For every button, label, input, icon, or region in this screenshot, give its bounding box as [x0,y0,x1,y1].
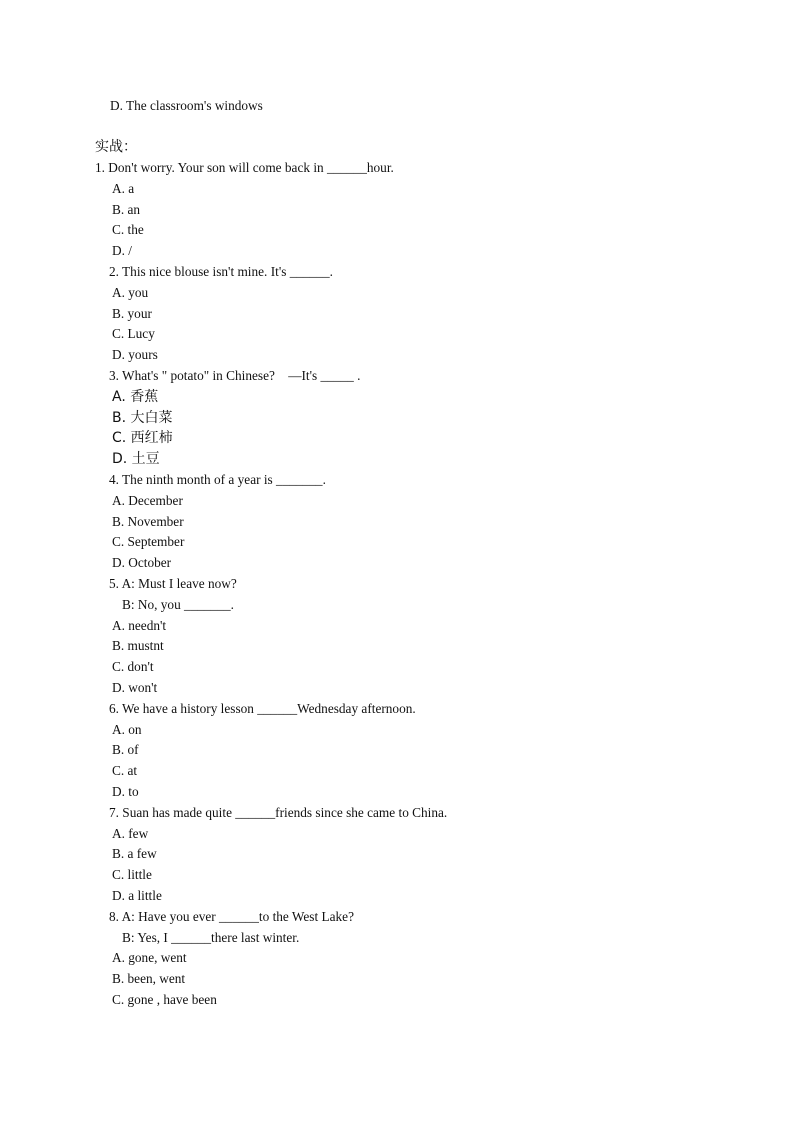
question-1-option-c: C. the [112,222,144,237]
previous-question-option-d: D. The classroom's windows [110,98,263,113]
question-8-option-a: A. gone, went [112,950,187,965]
question-6-option-c: C. at [112,763,138,778]
question-1-option-a: A. a [112,181,135,196]
question-3-stem: 3. What's " potato" in Chinese? —It's _____ . [109,368,361,383]
question-5-option-d: D. won't [112,680,158,695]
question-4-option-b: B. November [112,514,184,529]
question-7-option-a: A. few [112,826,149,841]
question-1-option-b: B. an [112,202,141,217]
question-3-option-b: B. 大白菜 [112,410,173,426]
question-6-option-a: A. on [112,722,142,737]
question-5-stem: 5. A: Must I leave now? [109,576,237,591]
question-8-option-b: B. been, went [112,971,186,986]
question-6-stem: 6. We have a history lesson ______Wednesday afternoon. [109,701,416,716]
question-3-option-c: C. 西红柿 [112,430,173,446]
question-2-option-b: B. your [112,306,152,321]
question-2-option-a: A. you [112,285,149,300]
question-3-option-d: D. 土豆 [112,451,160,467]
question-1-stem: 1. Don't worry. Your son will come back in ______hour. [95,160,394,175]
question-4-stem: 4. The ninth month of a year is _______. [109,472,326,487]
question-7-option-c: C. little [112,867,152,882]
question-2-stem: 2. This nice blouse isn't mine. It's ______. [109,264,333,279]
question-5-option-a: A. needn't [112,618,167,633]
question-5-option-b: B. mustnt [112,638,164,653]
question-7-option-b: B. a few [112,846,157,861]
question-8-stem: 8. A: Have you ever ______to the West Lake? [109,909,354,924]
question-5-stem-reply: B: No, you _______. [122,597,234,612]
question-7-stem: 7. Suan has made quite ______friends since she came to China. [109,805,448,820]
question-8-stem-reply: B: Yes, I ______there last winter. [122,930,300,945]
question-8-option-c: C. gone , have been [112,992,217,1007]
question-2-option-d: D. yours [112,347,158,362]
question-2-option-c: C. Lucy [112,326,155,341]
question-7-option-d: D. a little [112,888,162,903]
question-6-option-d: D. to [112,784,139,799]
question-5-option-c: C. don't [112,659,154,674]
section-title: 实战： [95,139,137,155]
question-4-option-d: D. October [112,555,172,570]
question-6-option-b: B. of [112,742,139,757]
question-4-option-c: C. September [112,534,185,549]
question-4-option-a: A. December [112,493,183,508]
question-1-option-d: D. / [112,243,132,258]
question-3-option-a: A. 香蕉 [112,389,159,405]
